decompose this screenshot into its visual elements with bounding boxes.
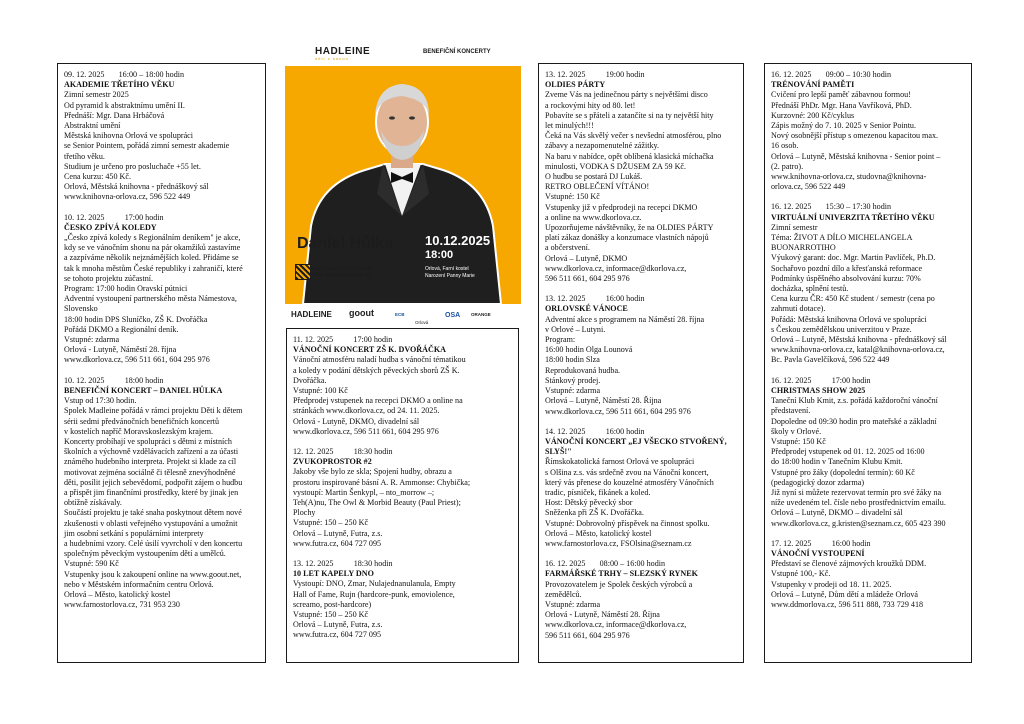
event-text-line: Orlová – Lutyně, DKMO – divadelní sál	[771, 508, 903, 518]
event-text-line: školy v Orlové.	[771, 426, 822, 436]
event-text-line: Římskokatolická farnost Orlová ve spolupráci	[545, 457, 695, 467]
event-text-line: www.futra.cz, 604 727 095	[293, 538, 382, 548]
event-title: ORLOVSKÉ VÁNOCE	[545, 304, 628, 314]
venue-info: Orlová, Farní kostel Narození Panny Marie	[425, 266, 475, 279]
event-title: AKADEMIE TŘETÍHO VĚKU	[64, 80, 175, 90]
event-text-line: 18:00 hodin DPS Sluníčko, ZŠ K. Dvořáčka	[64, 314, 208, 324]
event-text-line: a zazpíváme několik nejznámějších koled. Přidáme se	[64, 253, 239, 263]
events-column-1	[57, 63, 266, 663]
event-text-line: představení.	[771, 406, 811, 416]
event-date: 16. 12. 2025 17:00 hodin	[771, 375, 871, 385]
event-text-line: www.futra.cz, 604 727 095	[293, 630, 382, 640]
event-date: 16. 12. 2025 08:00 – 16:00 hodin	[545, 559, 666, 569]
event-text-line: www.dkorlova.cz, informace@dkorlova.cz,	[545, 620, 687, 630]
event-text-line: Orlová – Město, katolický kostel	[545, 528, 652, 538]
event-text-line: Vstupné: 590 Kč	[64, 559, 119, 569]
event-text-line: Abstraktní umění	[64, 121, 121, 131]
event-text-line: zahrnutí dotace).	[771, 304, 826, 314]
event-text-line: školních a výchovně vzdělávacích zařízení a za účasti	[64, 447, 239, 457]
event-text-line: Zápis možný do 7. 10. 2025 v Senior Pointu.	[771, 121, 917, 131]
event-text-line: www.knihovna-orlova.cz, studovna@knihovna-	[771, 172, 927, 182]
event-title: TRÉNOVÁNÍ PAMĚTI	[771, 80, 855, 90]
event-text-line: jim osobní setkání s populárními interprety	[64, 528, 204, 538]
event-text-line: Sochařovo pozdní dílo a křesťanská reformace	[771, 263, 923, 273]
event-text-line: obtížně získávaly.	[64, 498, 122, 508]
poster-brand-logo: HADLEINE dětí z kánon	[315, 46, 371, 61]
event-text-line: Orlová – Lutyně, DKMO	[545, 253, 628, 263]
event-title: VÁNOČNÍ KONCERT ZŠ K. DVOŘÁČKA	[293, 345, 446, 355]
event-text-line: Přednáší: Mgr. Dana Hrbáčová	[64, 110, 165, 120]
event-title: ZVUKOPROSTOR #2	[293, 457, 372, 467]
event-entry	[545, 294, 736, 416]
event-date: 09. 12. 2025 16:00 – 18:00 hodin	[64, 70, 185, 79]
event-entry	[293, 559, 511, 641]
event-text-line: Orlová - Lutyně, Náměstí 28. října	[64, 345, 177, 355]
event-date: 17. 12. 2025 16:00 hodin	[771, 538, 871, 548]
event-text-line: Kurzovné: 200 Kč/cyklus	[771, 110, 855, 120]
event-text-line: Adventní akce s programem na Náměstí 28. října	[545, 314, 705, 324]
event-text-line: 18:00 hodin Slza	[545, 355, 600, 365]
event-text-line: Předprodej vstupenek na recepci DKMO a online na	[293, 396, 463, 406]
event-text-line: Vstupné: zdarma	[545, 599, 601, 609]
event-text-line: Studium je určeno pro posluchače +55 let.	[64, 161, 201, 171]
event-text-line: tak k mnoha městům České republiky i zahraničí, které	[64, 263, 243, 273]
event-text-line: vystoupí: Martin Šenkypl, – nto_morrow –;	[293, 487, 435, 497]
event-title: VIRTUÁLNÍ UNIVERZITA TŘETÍHO VĚKU	[771, 212, 935, 222]
event-text-line: Výukový garant: doc. Mgr. Martin Pavlíček, Ph.D.	[771, 253, 936, 263]
event-text-line: Vstupenky v prodeji od 18. 11. 2025.	[771, 579, 892, 589]
event-text-line: Vystoupí: DNO, Zmar, Nulajednanulanula, Empty	[293, 579, 456, 589]
event-text-line: Pobavíte se s přáteli a zatančíte si na ty největší hity	[545, 110, 714, 120]
event-title: OLDIES PÁRTY	[545, 80, 606, 90]
sponsor-orange: ORANGE	[471, 312, 491, 317]
event-text-line: Vstupné: zdarma	[64, 335, 120, 345]
event-text-line: třetího věku.	[64, 151, 105, 161]
event-text-line: zkušenosti v oblasti veřejného vystupování a umožnit	[64, 518, 238, 528]
event-date: 13. 12. 2025 19:00 hodin	[545, 70, 645, 79]
event-text-line: Sněženka při ZŠ K. Dvořáčka.	[545, 508, 644, 518]
event-text-line: který vás přenese do kouzelné atmosféry Vánočních	[545, 477, 714, 487]
event-entry	[545, 70, 736, 284]
event-date: 12. 12. 2025 18:30 hodin	[293, 447, 393, 457]
event-entry	[64, 70, 258, 203]
event-entry	[771, 539, 964, 610]
event-text-line: www.dkorlova.cz, 596 511 661, 604 295 976	[293, 426, 439, 436]
event-text-line: let minulých!!!	[545, 121, 594, 131]
event-text-line: Nový osobnější přístup s omezenou kapacitou max.	[771, 131, 939, 141]
event-entry	[771, 202, 964, 365]
event-text-line: Již nyní si můžete rezervovat termín pro své žáky na	[771, 487, 942, 497]
event-text-line: Program:	[545, 335, 576, 345]
event-text-line: Cena kurzu ČR: 450 Kč student / semestr (cena po	[771, 294, 935, 304]
event-text-line: stránkách www.dkorlova.cz, od 24. 11. 2025.	[293, 406, 440, 416]
event-text-line: Vstup od 17:30 hodin.	[64, 396, 137, 406]
event-text-line: www.knihovna-orlova.cz, 596 522 449	[64, 192, 191, 202]
event-text-line: www.knihovna-orlova.cz, katal@knihovna-orlova.cz,	[771, 345, 945, 355]
event-entry	[545, 427, 736, 549]
event-text-line: Orlová - Lutyně, DKMO, divadelní sál	[293, 416, 420, 426]
sponsor-osa: OSA	[445, 312, 461, 319]
event-entry	[293, 447, 511, 549]
event-date: 14. 12. 2025 16:00 hodin	[545, 426, 645, 436]
event-text-line: Orlová – Lutyně, Městská knihovna - Senior point –	[771, 151, 941, 161]
event-text-line: Přednáší PhDr. Mgr. Hana Vavříková, PhD.	[771, 100, 912, 110]
event-text-line: Dopoledne od 09:30 hodin pro mateřské a základní	[771, 416, 937, 426]
sponsor-goout: goout	[349, 308, 374, 318]
event-text-line: BUONARROTIHO	[771, 243, 836, 253]
event-date: 11. 12. 2025 17:00 hodin	[293, 335, 393, 344]
event-text-line: Od pyramid k abstraktnímu umění II.	[64, 100, 185, 110]
event-title: VÁNOČNÍ VYSTOUPENÍ	[771, 548, 865, 558]
event-text-line: Plochy	[293, 508, 316, 518]
event-text-line: nebo v Městském informačním centru Orlová.	[64, 579, 214, 589]
event-text-line: Vstupné: zdarma	[545, 386, 601, 396]
event-text-line: (2. patro).	[771, 161, 804, 171]
event-text-line: Zveme Vás na jedinečnou párty s největšími disco	[545, 90, 708, 100]
event-entry	[545, 559, 736, 641]
event-text-line: Slovensko	[64, 304, 98, 314]
event-text-line: Cvičení pro lepší paměť zábavnou formou!	[771, 90, 911, 100]
event-text-line: orlova.cz, 596 522 449	[771, 182, 846, 192]
qr-code-icon	[295, 264, 311, 280]
event-text-line: zemědělců.	[545, 589, 582, 599]
event-text-line: a koledy v podání dětských pěveckých sborů ZŠ K.	[293, 365, 460, 375]
event-text-line: Vstupné 100,- Kč.	[771, 569, 831, 579]
event-date: 13. 12. 2025 16:00 hodin	[545, 294, 645, 304]
event-text-line: Program: 17:00 hodin Oravskí pútnici	[64, 284, 188, 294]
event-text-line: Městská knihovna Orlová ve spolupráci	[64, 131, 194, 141]
event-entry	[771, 70, 964, 192]
event-text-line: www.farnostorlova.cz, 731 953 230	[64, 600, 180, 610]
event-text-line: do 18:00 hodin v Tanečním Klubu Kmit.	[771, 457, 903, 467]
sponsor-ecb: ECB	[395, 312, 405, 317]
event-text-line: v kostelích napříč Moravskoslezským krajem.	[64, 426, 214, 436]
event-text-line: a online na www.dkorlova.cz.	[545, 212, 642, 222]
event-text-line: Na baru v nabídce, opět oblíbená klasická míchačka	[545, 151, 714, 161]
event-text-line: Vstupné: 150 – 250 Kč	[293, 610, 369, 620]
event-title: BENEFIČNÍ KONCERT – DANIEL HŮLKA	[64, 385, 223, 395]
event-text-line: Host: Dětský pěvecký sbor	[545, 498, 633, 508]
event-text-line: Dvořáčka.	[293, 375, 327, 385]
event-text-line: minulosti, VODKA S DŽUSEM ZA 59 Kč.	[545, 161, 687, 171]
event-text-line: a rockovými hity od 80. let!	[545, 100, 636, 110]
event-text-line: kdy se ve vánočním shonu na pár okamžiků zastavíme	[64, 243, 241, 253]
event-text-line: 16:00 hodin Olga Lounová	[545, 345, 633, 355]
event-title: VÁNOČNÍ KONCERT „EJ VŠECKO STVOŘENÝ, SLYŠ!"	[545, 436, 727, 457]
event-text-line: Čeká na Vás skvělý večer s nevšední atmosférou, plno	[545, 131, 722, 141]
event-text-line: Stánkový prodej.	[545, 375, 601, 385]
event-text-line: Teh(A)nu, The Owl & Morbid Beauty (Paul Priest);	[293, 498, 461, 508]
event-date: 16. 12. 2025 09:00 – 10:30 hodin	[771, 70, 892, 79]
event-text-line: Vstupné: Dobrovolný příspěvek na činnost spolku.	[545, 518, 710, 528]
event-text-line: sérii sedmi předvánočních benefičních koncertů	[64, 416, 220, 426]
event-title: ČESKO ZPÍVÁ KOLEDY	[64, 222, 157, 232]
event-text-line: Téma: ŽIVOT A DÍLO MICHELANGELA	[771, 233, 913, 243]
event-date: 10. 12. 2025 18:00 hodin	[64, 375, 164, 385]
event-text-line: „Česko zpívá koledy s Regionálním deníkem" je akce,	[64, 233, 241, 243]
event-title: FARMÁŘSKÉ TRHY – SLEZSKÝ RYNEK	[545, 569, 698, 579]
event-text-line: Vstupné: 150 – 250 Kč	[293, 518, 369, 528]
event-text-line: Bc. Pavla Gavelčíková, 596 522 449	[771, 355, 890, 365]
event-text-line: Upozorňujeme návštěvníky, že na OLDIES PÁRTY	[545, 223, 714, 233]
event-text-line: RETRO OBLEČENÍ VÍTÁNO!	[545, 182, 650, 192]
event-text-line: Vstupné pro žáky (dopolední termín): 60 Kč	[771, 467, 915, 477]
event-title: CHRISTMAS SHOW 2025	[771, 385, 866, 395]
event-text-line: Orlová – Lutyně, Dům dětí a mládeže Orlová	[771, 589, 918, 599]
event-text-line: Představí se členové zájmových kroužků DDM.	[771, 559, 927, 569]
event-text-line: s Olšina z.s. vás srdečně zvou na Vánoční koncert,	[545, 467, 709, 477]
event-text-line: Vstupenky jsou k zakoupení online na www.goout.net,	[64, 569, 242, 579]
tickets-info: VSTUPENKY V SÍTI GOOUT ČI NA WEBU HADLEINE.CZ	[312, 266, 373, 277]
event-text-line: a občerstvení.	[545, 243, 590, 253]
event-text-line: motivovat zejména sociálně či tělesně znevýhodněné	[64, 467, 236, 477]
event-text-line: Zimní semestr	[771, 222, 818, 232]
event-text-line: Orlová – Lutyně, Futra, z.s.	[293, 528, 383, 538]
event-text-line: www.dkorlova.cz, informace@dkorlova.cz,	[545, 263, 687, 273]
event-entry	[771, 376, 964, 529]
event-text-line: Zimní semestr 2025	[64, 90, 129, 100]
sponsor-logos	[285, 306, 521, 330]
event-text-line: a přispět jim finančními prostředky, které by jinak jen	[64, 487, 239, 497]
event-text-line: Pořádá DKMO a Regionální deník.	[64, 324, 179, 334]
event-date: 16. 12. 2025 15:30 – 17:30 hodin	[771, 202, 892, 212]
event-text-line: Součástí projektu je také snaha poskytnout dětem nové	[64, 508, 242, 518]
event-text-line: společným pěveckým vystoupením dětí a umělců.	[64, 549, 226, 559]
event-text-line: Taneční Klub Kmit, z.s. pořádá každoroční vánoční	[771, 396, 938, 406]
event-text-line: s Českou zemědělskou univerzitou v Praze.	[771, 324, 912, 334]
event-text-line: Orlová – Lutyně, Městská knihovna - přednáškový sál	[771, 335, 947, 345]
event-text-line: www.dkorlova.cz, 596 511 661, 604 295 976	[545, 406, 691, 416]
sponsor-hadleine: HADLEINE	[291, 310, 332, 319]
event-text-line: Jakoby vše bylo ze skla; Spojení hudby, obrazu a	[293, 467, 452, 477]
event-text-line: Vstupné: 100 Kč	[293, 386, 348, 396]
event-text-line: 596 511 661, 604 295 976	[545, 274, 630, 284]
poster-series-label: BENEFIČNÍ KONCERTY	[423, 49, 491, 55]
event-title: 10 LET KAPELY DNO	[293, 569, 374, 579]
event-text-line: Pořádá: Městská knihovna Orlová ve spolupráci	[771, 314, 927, 324]
event-text-line: v Orlové – Lutyni.	[545, 324, 606, 334]
performer-name: Daniel Hůlka	[297, 235, 394, 252]
event-text-line: níže uvedeném tel. čísle nebo prostřednictvím emailu.	[771, 498, 946, 508]
event-text-line: se tohoto projektu zúčastní.	[64, 273, 154, 283]
event-text-line: www.farnostorlova.cz, FSOlsina@seznam.cz	[545, 538, 692, 548]
event-text-line: O hudbu se postará DJ Lukáš.	[545, 172, 643, 182]
event-text-line: Podmínky úspěšného absolvování kurzu: 70%	[771, 273, 921, 283]
event-date: 10. 12. 2025 17:00 hodin	[64, 212, 164, 222]
event-text-line: Hall of Fame, Rujn (hardcore-punk, emoviolence,	[293, 589, 455, 599]
event-text-line: Vstupné: 150 Kč	[545, 192, 600, 202]
event-text-line: docházka, splnění testů.	[771, 284, 849, 294]
event-text-line: zábavy a nezapomenutelné zážitky.	[545, 141, 660, 151]
concert-poster	[285, 40, 521, 336]
event-text-line: Koncerty probíhají ve spolupráci s dětmi z místních	[64, 436, 232, 446]
event-text-line: www.dkorlova.cz, g.kristen@seznam.cz, 605 423 390	[771, 518, 946, 528]
event-text-line: 16 osob.	[771, 141, 799, 151]
event-entry	[293, 335, 511, 437]
event-entry	[64, 376, 258, 611]
event-text-line: děti, posílit jejich sebevědomí, podpořit zájem o hudbu	[64, 477, 243, 487]
concert-time: 18:00	[425, 249, 454, 261]
event-text-line: prostoru inspirované básní A. R. Ammonse: Chybička;	[293, 477, 471, 487]
event-text-line: Orlová – Lutyně, Náměstí 28. Října	[545, 396, 662, 406]
event-text-line: www.ddmorlova.cz, 596 511 888, 733 729 418	[771, 599, 924, 609]
event-text-line: Orlová – Lutyně, Futra, z.s.	[293, 620, 383, 630]
event-text-line: a hudebními vzory. Celé úsilí vyvrcholí v den koncertu	[64, 538, 243, 548]
event-text-line: Vánoční atmosféru naladí hudba s vánoční tématikou	[293, 355, 466, 365]
sponsor-orlova: Orlová	[415, 320, 429, 325]
event-text-line: (pedagogický dozor zdarma)	[771, 477, 865, 487]
event-text-line: známého hudebního interpreta. Projekt si klade za cíl	[64, 457, 237, 467]
events-column-3	[538, 63, 744, 663]
event-text-line: se Senior Pointem, pořádá zimní semestr akademie	[64, 141, 230, 151]
event-text-line: 596 511 661, 604 295 976	[545, 630, 630, 640]
events-column-2	[286, 328, 519, 663]
event-text-line: Vstupenky již v předprodeji na recepci DKMO	[545, 202, 698, 212]
event-entry	[64, 213, 258, 366]
event-text-line: Vstupné: 150 Kč	[771, 436, 826, 446]
event-text-line: screamo, post-hardcore)	[293, 599, 372, 609]
event-text-line: Adventní vystoupení partnerského města Námestova,	[64, 294, 237, 304]
event-text-line: Orlová, Městská knihovna - přednáškový sál	[64, 182, 209, 192]
concert-date: 10.12.2025	[425, 233, 491, 248]
event-text-line: Provozovatelem je Spolek českých výrobců a	[545, 579, 693, 589]
event-text-line: Reprodukovaná hudba.	[545, 365, 621, 375]
event-text-line: Orlová - Lutyně, Náměstí 28. Října	[545, 610, 660, 620]
event-text-line: Předprodej vstupenek od 01. 12. 2025 od 16:00	[771, 447, 925, 457]
event-date: 13. 12. 2025 18:30 hodin	[293, 559, 393, 569]
events-column-4	[764, 63, 972, 663]
event-text-line: www.dkorlova.cz, 596 511 661, 604 295 976	[64, 355, 210, 365]
event-text-line: Spolek Madleine pořádá v rámci projektu Děti k dětem	[64, 406, 243, 416]
event-text-line: tradic, písniček, fikánek a koled.	[545, 487, 651, 497]
event-text-line: Cena kurzu: 450 Kč.	[64, 172, 131, 182]
event-text-line: platí zákaz donášky a konzumace vlastních nápojů	[545, 233, 709, 243]
event-text-line: Orlová – Město, katolický kostel	[64, 589, 171, 599]
